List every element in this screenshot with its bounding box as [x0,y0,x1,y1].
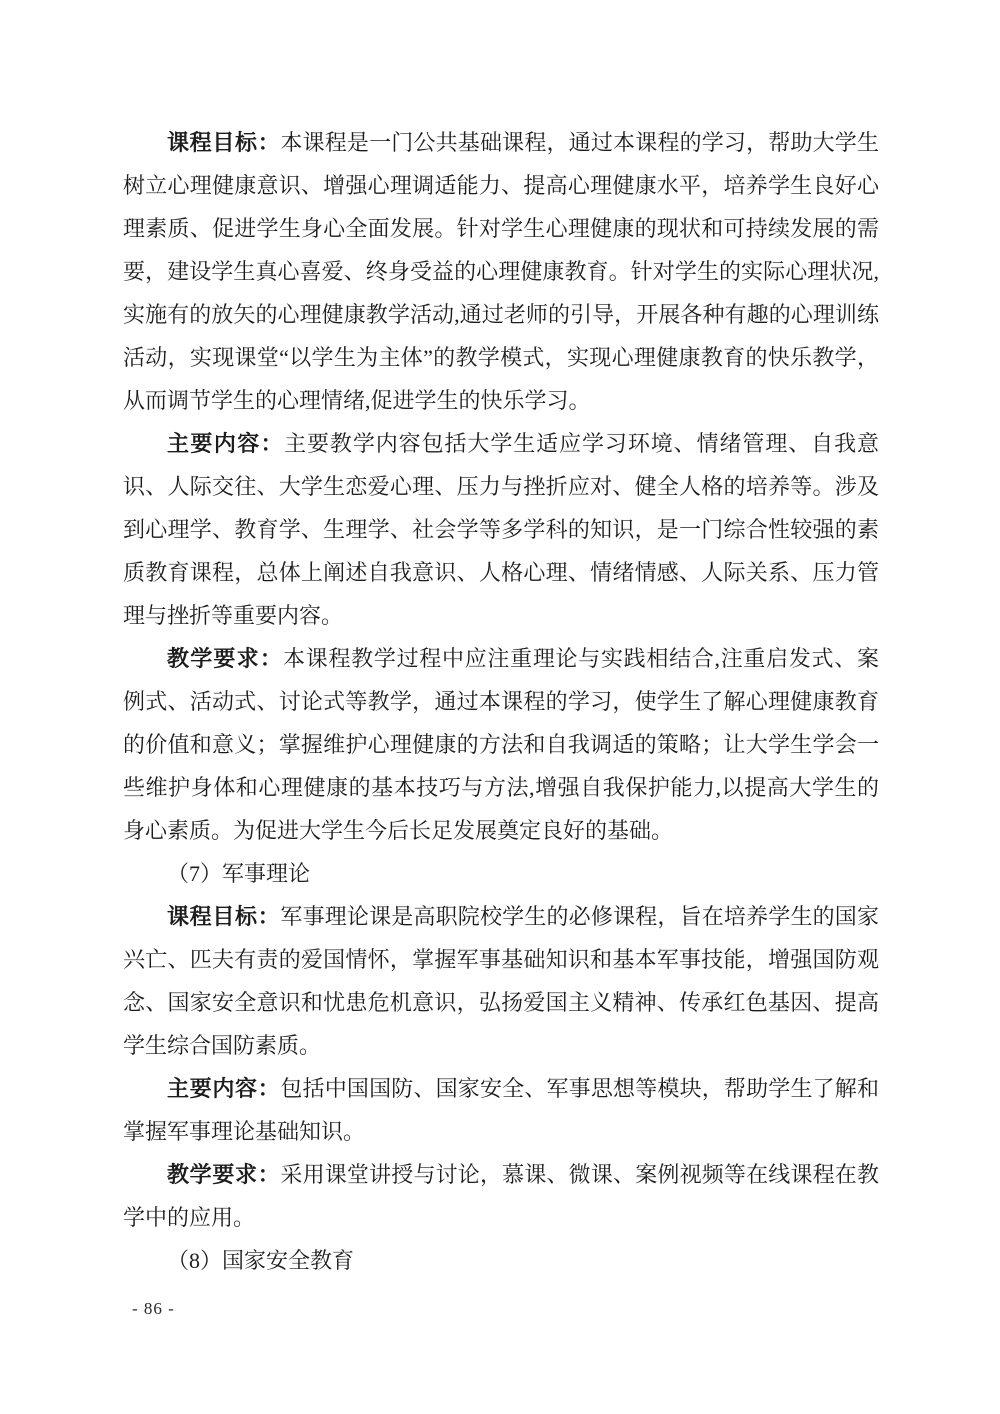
section-heading-7-military-theory [123,852,879,895]
paragraph-text: 主要教学内容包括大学生适应学习环境、情绪管理、自我意识、人际交往、大学生恋爱心理、压力与挫折应对、健全人格的培养等。涉及到心理学、教育学、生理学、社会学等多学科的知识，是一门综合性较强的素质教育课程，总体上阐述自我意识、人格心理、情绪情感、人际关系、压力管理与挫折等重要内容。 [123,431,879,628]
section-heading-text: （7）军事理论 [167,861,311,886]
paragraph-label: 主要内容： [167,1076,281,1101]
paragraph-course-objectives-mental-health [123,121,879,422]
page-number: - 86 - [132,1299,175,1318]
paragraph-text: 军事理论课是高职院校学生的必修课程，旨在培养学生的国家兴亡、匹夫有责的爱国情怀，掌握军事基础知识和基本军事技能，增强国防观念、国家安全意识和忧患危机意识，弘扬爱国主义精神、传承红色基因、提高学生综合国防素质。 [123,904,879,1058]
section-heading-text: （8）国家安全教育 [167,1248,355,1273]
paragraph-label: 课程目标： [167,130,281,155]
paragraph-text: 本课程是一门公共基础课程，通过本课程的学习，帮助大学生树立心理健康意识、增强心理调适能力、提高心理健康水平，培养学生良好心理素质、促进学生身心全面发展。针对学生心理健康的现状和可持续发展的需要，建设学生真心喜爱、终身受益的心理健康教育。针对学生的实际心理状况,实施有的放矢的心理健康教学活动,通过老师的引导，开展各种有趣的心理训练活动，实现课堂“以学生为主体”的教学模式，实现心理健康教育的快乐教学，从而调节学生的心理情绪,促进学生的快乐学习。 [123,130,879,413]
paragraph-text: 包括中国国防、国家安全、军事思想等模块，帮助学生了解和掌握军事理论基础知识。 [123,1076,879,1144]
paragraph-label: 教学要求： [167,646,284,671]
paragraph-label: 教学要求： [167,1162,281,1187]
section-heading-8-national-security-education [123,1239,879,1282]
paragraph-teaching-requirements-military [123,1153,879,1239]
paragraph-main-content-mental-health [123,422,879,637]
paragraph-teaching-requirements-mental-health [123,637,879,852]
paragraph-course-objectives-military [123,895,879,1067]
paragraph-main-content-military [123,1067,879,1153]
paragraph-text: 采用课堂讲授与讨论，慕课、微课、案例视频等在线课程在教学中的应用。 [123,1162,879,1230]
paragraph-label: 课程目标： [167,904,281,929]
paragraph-label: 主要内容： [167,431,285,456]
document-body [123,121,879,1282]
paragraph-text: 本课程教学过程中应注重理论与实践相结合,注重启发式、案例式、活动式、讨论式等教学，通过本课程的学习，使学生了解心理健康教育的价值和意义；掌握维护心理健康的方法和自我调适的策略；让大学生学会一些维护身体和心理健康的基本技巧与方法,增强自我保护能力,以提高大学生的身心素质。为促进大学生今后长足发展奠定良好的基础。 [123,646,879,843]
